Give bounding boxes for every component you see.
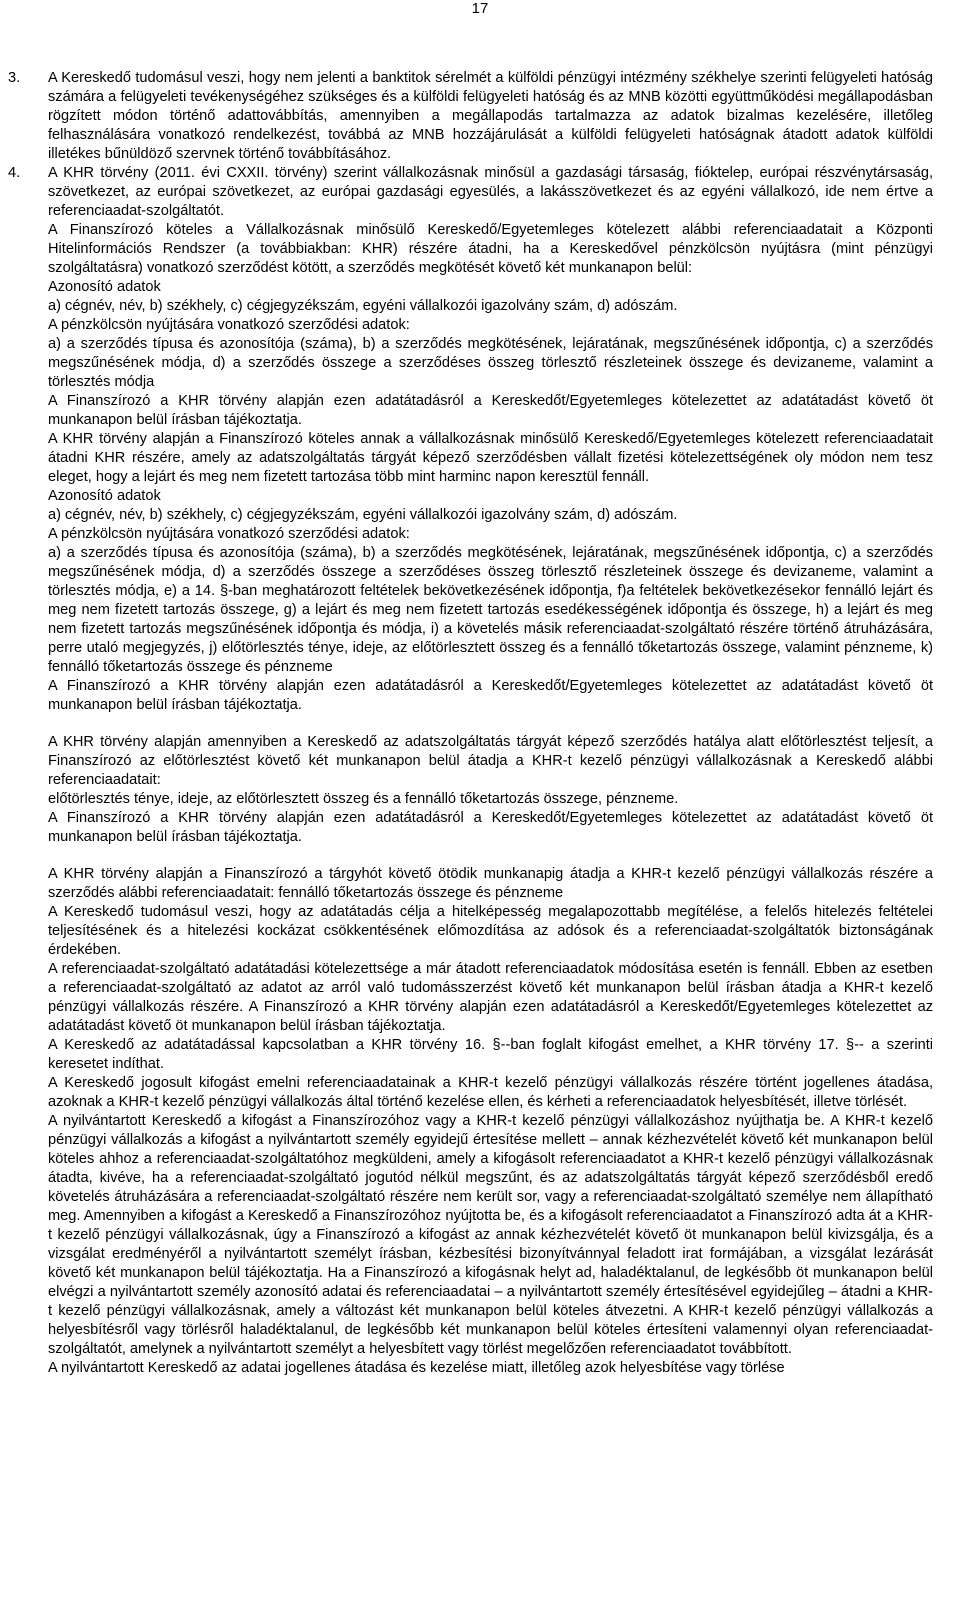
paragraph: A KHR törvény alapján a Finanszírozó köteles annak a vállalkozásnak minősülő Kereskedő/Egyetemleges kötelezett referenciaadatait átadni KHR részére, amely az adatszolgáltatás tárgyát képező szerződésben vállalt fizetési kötelezettségének oly módon nem tesz eleget, hogy a lejárt és meg nem fizetett tartozása több mint harminc napon keresztül fennáll. — [48, 431, 933, 485]
paragraph: A Finanszírozó a KHR törvény alapján ezen adatátadásról a Kereskedőt/Egyetemleges kötelezettet az adatátadást követő öt munkanapon belül írásban tájékoztatja. — [48, 393, 933, 428]
paragraph: A Kereskedő az adatátadással kapcsolatban a KHR törvény 16. §--ban foglalt kifogást emelhet, a KHR törvény 17. §-- a szerinti keresetet indíthat. — [48, 1037, 933, 1072]
paragraph: előtörlesztés ténye, ideje, az előtörlesztett összeg és a fennálló tőketartozás összege, pénzneme. — [48, 791, 679, 807]
spacer — [48, 847, 933, 865]
paragraph: A pénzkölcsön nyújtására vonatkozó szerződési adatok: — [48, 317, 410, 333]
section-3-number: 3. — [8, 70, 21, 86]
paragraph: Azonosító adatok — [48, 279, 161, 295]
paragraph: A referenciaadat-szolgáltató adatátadási kötelezettsége a már átadott referenciaadatok módosítása esetén is fennáll. Ebben az esetben a referenciaadat-szolgáltató az adatot az arról való tudomásszerzést követő két munkanapon belül írásban átadja a KHR-t kezelő pénzügyi vállalkozás részére. A Finanszírozó a KHR törvény alapján ezen adatátadásról a Kereskedőt/Egyetemleges kötelezettet az adatátadást követő öt munkanapon belül írásban tájékoztatja. — [48, 961, 933, 1034]
paragraph: A Kereskedő jogosult kifogást emelni referenciaadatainak a KHR-t kezelő pénzügyi vállalkozás részére történt jogellenes átadása, azoknak a KHR-t kezelő pénzügyi vállalkozás által történő kezelése ellen, és kérheti a referenciaadatok helyesbítését, illetve törlését. — [48, 1075, 933, 1110]
paragraph: a) a szerződés típusa és azonosítója (száma), b) a szerződés megkötésének, lejáratának, megszűnésének időpontja, c) a szerződés megszűnésének módja, d) a szerződés összege a szerződéses összeg törlesztő részleteinek összege és devizaneme, valamint a törlesztés módja, e) a 14. §-ban meghatározott feltételek bekövetkezésének időpontja, f)a feltételek bekövetkezésekor fennálló lejárt és meg nem fizetett tartozás összege, g) a lejárt és meg nem fizetett tartozás esedékességének időpontja és összege, h) a lejárt és meg nem fizetett tartozás megszűnésének időpontja és módja, i) a követelés másik referenciaadat-szolgáltató részére történő átruházására, perre utaló megjegyzés, j) előtörlesztés ténye, ideje, az előtörlesztett összeg és a fennálló tőketartozás összege, valamint pénzneme, k) fennálló tőketartozás összege és pénzneme — [48, 545, 933, 675]
paragraph: A Finanszírozó a KHR törvény alapján ezen adatátadásról a Kereskedőt/Egyetemleges kötelezettet az adatátadást követő öt munkanapon belül írásban tájékoztatja. — [48, 810, 933, 845]
paragraph: A Kereskedő tudomásul veszi, hogy az adatátadás célja a hitelképesség megalapozottabb megítélése, a felelős hitelezés feltételei teljesítésének és a hitelezési kockázat csökkentésének előmozdítása az adósok és a referenciaadat-szolgáltatók biztonságának érdekében. — [48, 904, 933, 958]
paragraph: A Finanszírozó köteles a Vállalkozásnak minősülő Kereskedő/Egyetemleges kötelezett alábbi referenciaadatait a Központi Hitelinformációs Rendszer (a továbbiakban: KHR) részére átadni, ha a Kereskedővel pénzkölcsön nyújtásra (mint pénzügyi szolgáltatásra) vonatkozó szerződést kötött, a szerződés megkötését követő két munkanapon belül: — [48, 222, 933, 276]
paragraph: a) cégnév, név, b) székhely, c) cégjegyzékszám, egyéni vállalkozói igazolvány szám, d) adószám. — [48, 298, 678, 314]
paragraph: A KHR törvény (2011. évi CXXII. törvény) szerint vállalkozásnak minősül a gazdasági társaság, fióktelep, európai részvénytársaság, szövetkezet, az európai szövetkezet, az európai gazdasági egyesülés, a lakásszövetkezet és az egyéni vállalkozó, ide nem értve a referenciaadat-szolgáltatót. — [48, 165, 933, 219]
paragraph: A nyilvántartott Kereskedő a kifogást a Finanszírozóhoz vagy a KHR-t kezelő pénzügyi vállalkozáshoz nyújthatja be. A KHR-t kezelő pénzügyi vállalkozás a kifogást a nyilvántartott személy egyidejű értesítése mellett – annak kézhezvételét követő két munkanapon belül köteles ahhoz a referenciaadat-szolgáltatóhoz megküldeni, amely a kifogásolt referenciaadatot a KHR-t kezelő pénzügyi vállalkozásnak átadta, kivéve, ha a referenciaadat-szolgáltató jogutód nélkül megszűnt, és az adatszolgáltatás tárgyát képező szerződésből eredő követelés átruházására a referenciaadat-szolgáltató részére nem került sor, vagy a referenciaadat-szolgáltató személye nem állapítható meg. Amennyiben a kifogást a Kereskedő a Finanszírozóhoz nyújtotta be, és a kifogásolt referenciaadatot a Finanszírozó adta át a KHR-t kezelő pénzügyi vállalkozásnak, úgy a Finanszírozó a kifogást az annak kézhezvételét követő öt munkanapon belül kivizsgálja, és a vizsgálat eredményéről a nyilvántartott személyt írásban, kézbesítési bizonyítvánnyal feladott irat formájában, a vizsgálat lezárását követő két munkanapon belül tájékoztatja. Ha a Finanszírozó a kifogásnak helyt ad, haladéktalanul, de legkésőbb öt munkanapon belül elvégzi a nyilvántartott személy azonosító adatai és referenciaadatai – a nyilvántartott személy értesítésével egyidejűleg – átadni a KHR-t kezelő pénzügyi vállalkozásnak, amely a változást két munkanapon belül köteles átvezetni. A KHR-t kezelő pénzügyi vállalkozás a helyesbítésről vagy törlésről haladéktalanul, de legkésőbb két munkanapon belül köteles értesíteni valamennyi olyan referenciaadat-szolgáltatót, amelynek a nyilvántartott személyt a helyesbített vagy törlést megelőzően referenciaadatot továbbított. — [48, 1113, 933, 1357]
paragraph: A KHR törvény alapján amennyiben a Kereskedő az adatszolgáltatás tárgyát képező szerződés hatálya alatt előtörlesztést teljesít, a Finanszírozó az előtörlesztést követő két munkanapon belül átadja a KHR-t kezelő pénzügyi vállalkozásnak a Kereskedő alábbi referenciaadatait: — [48, 734, 933, 788]
paragraph: Azonosító adatok — [48, 488, 161, 504]
section-3-paragraph: A Kereskedő tudomásul veszi, hogy nem jelenti a banktitok sérelmét a külföldi pénzügyi intézmény székhelye szerinti felügyeleti hatóság számára a felügyeleti tevékenységéhez szükséges és a külföldi felügyeleti hatóság és az MNB közötti együttműködési megállapodásban rögzített módon történő adattovábbítás, amennyiben a megállapodás tartalmazza az adatok bizalmas kezelésére, illetőleg felhasználására vonatkozó rendelkezést, továbbá az MNB hozzájárulását a külföldi felügyeleti hatóságnak átadott adatok külföldi illetékes bűnüldöző szervnek történő továbbításához. — [48, 70, 933, 162]
document-body — [8, 69, 933, 1378]
paragraph: A Finanszírozó a KHR törvény alapján ezen adatátadásról a Kereskedőt/Egyetemleges kötelezettet az adatátadást követő öt munkanapon belül írásban tájékoztatja. — [48, 678, 933, 713]
section-3 — [8, 69, 933, 164]
section-4-number: 4. — [8, 165, 21, 181]
paragraph: a) a szerződés típusa és azonosítója (száma), b) a szerződés megkötésének, lejáratának, megszűnésének időpontja, c) a szerződés megszűnésének módja, d) a szerződés összege a szerződéses összeg törlesztő részleteinek összege és devizaneme, valamint a törlesztés módja — [48, 336, 933, 390]
section-4 — [8, 164, 933, 1378]
page-number: 17 — [471, 0, 489, 17]
paragraph: a) cégnév, név, b) székhely, c) cégjegyzékszám, egyéni vállalkozói igazolvány szám, d) adószám. — [48, 507, 678, 523]
paragraph: A nyilvántartott Kereskedő az adatai jogellenes átadása és kezelése miatt, illetőleg azok helyesbítése vagy törlése — [48, 1360, 785, 1376]
paragraph: A pénzkölcsön nyújtására vonatkozó szerződési adatok: — [48, 526, 410, 542]
paragraph: A KHR törvény alapján a Finanszírozó a tárgyhót követő ötödik munkanapig átadja a KHR-t kezelő pénzügyi vállalkozás részére a szerződés alábbi referenciaadatait: fennálló tőketartozás összege és pénzneme — [48, 866, 933, 901]
spacer — [48, 715, 933, 733]
